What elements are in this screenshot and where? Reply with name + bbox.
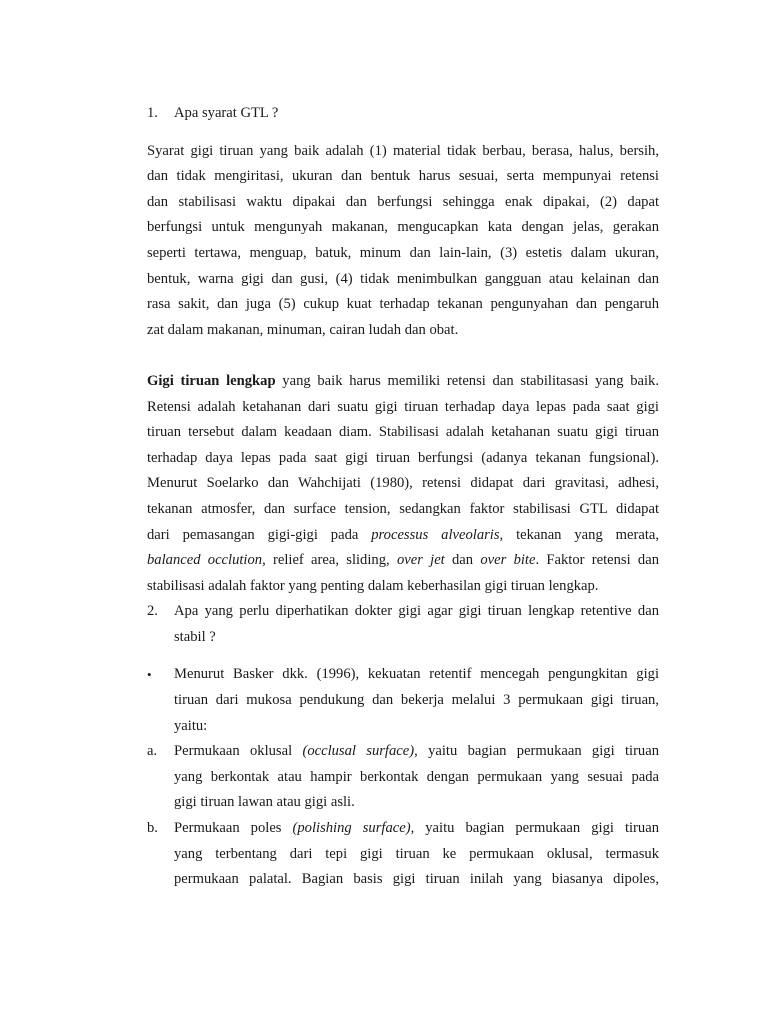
bullet-line bbox=[147, 662, 659, 688]
text-line: tiruan tersebut dalam keadaan diam. Stabilisasi adalah ketahanan suatu gigi tiruan bbox=[147, 424, 659, 441]
question-1-text: Apa syarat GTL ? bbox=[174, 105, 279, 121]
document-page bbox=[147, 101, 659, 893]
question-2-line bbox=[147, 599, 659, 625]
italic-term: over bite bbox=[480, 552, 536, 569]
text-span: , yaitu bagian permukaan gigi tiruan bbox=[414, 743, 659, 760]
question-2 bbox=[147, 599, 659, 650]
italic-term: (occlusal surface) bbox=[302, 743, 415, 760]
question-2-text: Apa yang perlu diperhatikan dokter gigi agar gigi tiruan lengkap retentive dan bbox=[174, 603, 659, 620]
bullet-icon: • bbox=[147, 667, 152, 683]
text-line: gigi tiruan lawan atau gigi asli. bbox=[174, 794, 355, 811]
text-line: bentuk, warna gigi dan gusi, (4) tidak menimbulkan gangguan atau kelainan dan bbox=[147, 270, 659, 287]
text-line: permukaan palatal. Bagian basis gigi tiruan inilah yang biasanya dipoles, bbox=[174, 871, 659, 888]
italic-term: (polishing surface) bbox=[292, 820, 411, 837]
answer-paragraph-1 bbox=[147, 139, 659, 344]
list-item-b-line bbox=[147, 816, 659, 842]
text-line: berfungsi untuk mengunyah makanan, mengucapkan kata dengan jelas, gerakan bbox=[147, 219, 659, 236]
text-line bbox=[147, 548, 659, 574]
text-line: terhadap daya lepas pada saat gigi tiruan berfungsi (adanya tekanan fungsional). bbox=[147, 449, 659, 466]
text-span: dan bbox=[444, 552, 481, 569]
bold-term: Gigi tiruan lengkap bbox=[147, 372, 276, 389]
list-item-a-line bbox=[147, 739, 659, 765]
text-line: yaitu: bbox=[174, 717, 208, 734]
text-span: , yaitu bagian permukaan gigi tiruan bbox=[410, 820, 659, 837]
text-line: Syarat gigi tiruan yang baik adalah (1) material tidak berbau, berasa, halus, bersih, bbox=[147, 142, 659, 159]
text-span: Permukaan poles bbox=[174, 820, 293, 837]
text-line bbox=[147, 739, 659, 765]
question-2-number: 2. bbox=[147, 603, 158, 620]
text-line: rasa sakit, dan juga (5) cukup kuat terhadap tekanan pengunyahan dan pengaruh bbox=[147, 296, 659, 313]
italic-term: over jet bbox=[396, 552, 445, 569]
answer-paragraph-2 bbox=[147, 369, 659, 599]
text-line: stabilisasi adalah faktor yang penting dalam keberhasilan gigi tiruan lengkap. bbox=[147, 577, 599, 594]
text-line: tiruan dari mukosa pendukung dan bekerja melalui 3 permukaan gigi tiruan, bbox=[174, 692, 659, 709]
italic-term: balanced occlution bbox=[147, 552, 263, 569]
text-line: seperti tertawa, menguap, batuk, minum dan lain-lain, (3) estetis dalam ukuran, bbox=[147, 244, 659, 261]
question-1-number: 1. bbox=[147, 105, 158, 121]
list-marker-b: b. bbox=[147, 820, 158, 837]
text-span: dari pemasangan gigi-gigi pada bbox=[147, 526, 372, 543]
text-line: Menurut Basker dkk. (1996), kekuatan retentif mencegah pengungkitan gigi bbox=[174, 666, 659, 683]
text-line: yang terbentang dari tepi gigi tiruan ke permukaan oklusal, termasuk bbox=[174, 845, 659, 862]
text-line bbox=[147, 523, 659, 549]
text-line bbox=[147, 816, 659, 842]
text-span: , relief area, sliding, bbox=[262, 552, 397, 569]
text-span: . Faktor retensi dan bbox=[535, 552, 659, 569]
question-2-text-cont: stabil ? bbox=[174, 628, 216, 645]
text-line: yang berkontak atau hampir berkontak dengan permukaan yang sesuai pada bbox=[174, 768, 659, 785]
text-line: zat dalam makanan, minuman, cairan ludah dan obat. bbox=[147, 321, 459, 338]
question-1 bbox=[147, 101, 659, 127]
list-marker-a: a. bbox=[147, 743, 158, 760]
text-line: dan tidak mengiritasi, ukuran dan bentuk harus sesuai, serta mempunyai retensi bbox=[147, 168, 659, 185]
text-line: tekanan atmosfer, dan surface tension, sedangkan faktor stabilisasi GTL didapat bbox=[147, 500, 659, 517]
text-line bbox=[147, 369, 659, 395]
text-line: dan stabilisasi waktu dipakai dan berfungsi sehingga enak dipakai, (2) dapat bbox=[147, 193, 659, 210]
text-line: Retensi adalah ketahanan dari suatu gigi tiruan terhadap daya lepas pada saat gigi bbox=[147, 398, 659, 415]
italic-term: processus alveolaris bbox=[371, 526, 500, 543]
text-span: , tekanan yang merata, bbox=[499, 526, 659, 543]
text-line: Menurut Soelarko dan Wahchijati (1980), retensi didapat dari gravitasi, adhesi, bbox=[147, 475, 659, 492]
list-item-a bbox=[147, 739, 659, 816]
bullet-item bbox=[147, 662, 659, 739]
text-span: yang baik harus memiliki retensi dan stabilitasasi yang baik. bbox=[275, 372, 659, 389]
text-span: Permukaan oklusal bbox=[174, 743, 303, 760]
list-item-b bbox=[147, 816, 659, 893]
